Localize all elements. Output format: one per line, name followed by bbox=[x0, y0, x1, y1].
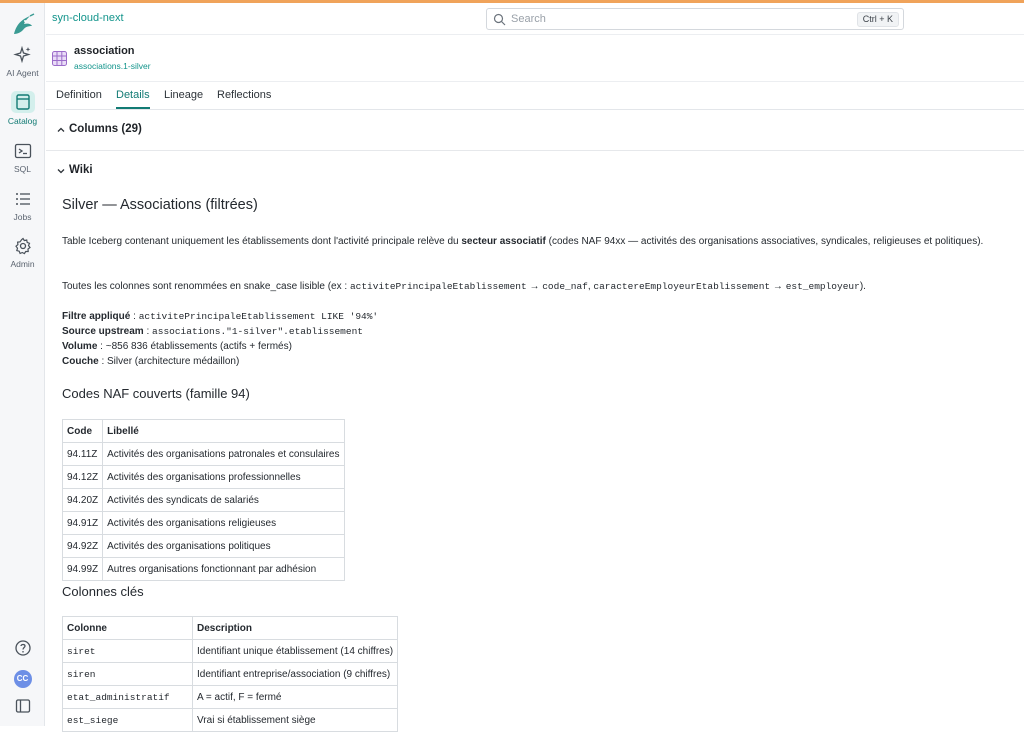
help-button[interactable] bbox=[0, 639, 45, 662]
table-cell: siret bbox=[63, 640, 193, 663]
table-row bbox=[63, 512, 345, 535]
rail-label: SQL bbox=[13, 164, 31, 174]
text: : bbox=[143, 326, 153, 337]
table-cell: Activités des organisations religieuses bbox=[103, 512, 344, 535]
table-cell: Autres organisations fonctionnant par adhésion bbox=[103, 558, 344, 581]
help-icon bbox=[14, 644, 32, 661]
text-bold: secteur associatif bbox=[461, 236, 546, 247]
rail-label: Admin bbox=[10, 259, 35, 269]
asset-name: association bbox=[74, 45, 135, 57]
naf-heading: Codes NAF couverts (famille 94) bbox=[62, 386, 250, 401]
tab-details[interactable]: Details bbox=[116, 89, 150, 109]
tab-reflections[interactable]: Reflections bbox=[217, 89, 272, 101]
table-row bbox=[63, 443, 345, 466]
sidebar-toggle-button[interactable] bbox=[0, 697, 45, 720]
table-row bbox=[63, 489, 345, 512]
table-cell: est_siege bbox=[63, 709, 193, 732]
sparkle-icon bbox=[13, 45, 33, 65]
table-cell: 94.92Z bbox=[63, 535, 103, 558]
text: , bbox=[587, 281, 594, 292]
inline-code: caractereEmployeurEtablissement bbox=[593, 281, 771, 292]
wiki-intro-paragraph bbox=[62, 234, 1007, 249]
table-cell: Activités des organisations professionnelles bbox=[103, 466, 344, 489]
search-shortcut-hint: Ctrl + K bbox=[857, 12, 899, 27]
text: (codes NAF 94xx — activités des organisations associatives, syndicales, religieuses et politiques). bbox=[545, 236, 984, 247]
wiki-section-title: Wiki bbox=[69, 164, 93, 176]
text: : bbox=[97, 341, 106, 352]
table-header-row bbox=[63, 617, 398, 640]
table-row bbox=[63, 709, 398, 732]
table-cell: Identifiant entreprise/association (9 chiffres) bbox=[193, 663, 398, 686]
rail-item-catalog[interactable] bbox=[0, 91, 45, 126]
source-label: Source upstream bbox=[62, 326, 144, 337]
wiki-rename-paragraph bbox=[62, 279, 1007, 294]
asset-path-link[interactable]: associations.1-silver bbox=[74, 61, 151, 71]
global-search[interactable] bbox=[486, 8, 904, 30]
table-row bbox=[63, 686, 398, 709]
inline-code: activitePrincipaleEtablissement bbox=[349, 281, 527, 292]
table-cell: Vrai si établissement siège bbox=[193, 709, 398, 732]
table-cell: 94.91Z bbox=[63, 512, 103, 535]
table-header: Code bbox=[63, 420, 103, 443]
table-cell: 94.11Z bbox=[63, 443, 103, 466]
source-value: associations."1-silver".etablissement bbox=[152, 326, 363, 337]
asset-header bbox=[46, 36, 1024, 82]
key-columns-heading: Colonnes clés bbox=[62, 584, 144, 599]
filter-value: activitePrincipaleEtablissement LIKE '94%' bbox=[138, 311, 379, 322]
terminal-icon bbox=[13, 141, 33, 161]
left-nav-rail bbox=[0, 3, 45, 726]
gear-icon bbox=[13, 236, 33, 256]
volume-value: ~856 836 établissements (actifs + fermés) bbox=[105, 341, 292, 352]
rail-item-jobs[interactable] bbox=[0, 189, 45, 222]
table-cell: Activités des organisations patronales et consulaires bbox=[103, 443, 344, 466]
table-cell: etat_administratif bbox=[63, 686, 193, 709]
text: → bbox=[526, 281, 543, 292]
columns-section-title: Columns (29) bbox=[69, 123, 142, 135]
rail-item-admin[interactable] bbox=[0, 236, 45, 269]
wiki-title: Silver — Associations (filtrées) bbox=[62, 197, 258, 213]
table-cell: 94.20Z bbox=[63, 489, 103, 512]
table-header: Colonne bbox=[63, 617, 193, 640]
text: Toutes les colonnes sont renommées en snake_case lisible (ex : bbox=[62, 281, 350, 292]
rail-item-sql[interactable] bbox=[0, 141, 45, 174]
user-avatar-button[interactable] bbox=[0, 668, 45, 688]
rail-label: Catalog bbox=[7, 116, 38, 126]
text: : bbox=[98, 356, 108, 367]
layer-value: Silver (architecture médaillon) bbox=[107, 356, 240, 367]
chevron-down-icon bbox=[56, 166, 66, 176]
rail-label: AI Agent bbox=[6, 68, 39, 78]
rail-item-ai-agent[interactable] bbox=[0, 45, 45, 78]
table-row bbox=[63, 558, 345, 581]
table-cell: 94.12Z bbox=[63, 466, 103, 489]
volume-label: Volume bbox=[62, 341, 98, 352]
wiki-section-toggle[interactable] bbox=[46, 162, 1024, 182]
book-icon bbox=[11, 91, 35, 113]
table-header-row bbox=[63, 420, 345, 443]
inline-code: est_employeur bbox=[785, 281, 860, 292]
avatar: CC bbox=[14, 670, 32, 688]
table-cell: Activités des organisations politiques bbox=[103, 535, 344, 558]
app-logo-icon[interactable] bbox=[10, 12, 36, 38]
tab-lineage[interactable]: Lineage bbox=[164, 89, 204, 101]
table-row bbox=[63, 640, 398, 663]
wiki-metadata bbox=[62, 309, 1007, 369]
search-icon bbox=[493, 13, 506, 26]
search-input[interactable] bbox=[509, 11, 809, 27]
list-icon bbox=[13, 189, 33, 209]
table-header: Libellé bbox=[103, 420, 344, 443]
key-columns-table bbox=[62, 616, 398, 732]
columns-section-toggle[interactable] bbox=[46, 121, 1024, 141]
inline-code: code_naf bbox=[542, 281, 588, 292]
table-cell: siren bbox=[63, 663, 193, 686]
table-header: Description bbox=[193, 617, 398, 640]
text: Table Iceberg contenant uniquement les établissements dont l'activité principale relève du bbox=[62, 236, 462, 247]
text: ). bbox=[859, 281, 866, 292]
text: → bbox=[770, 281, 786, 292]
table-cell: Identifiant unique établissement (14 chiffres) bbox=[193, 640, 398, 663]
table-cell: A = actif, F = fermé bbox=[193, 686, 398, 709]
detail-tabs bbox=[46, 83, 1024, 110]
table-row bbox=[63, 663, 398, 686]
sidebar-toggle-icon bbox=[14, 702, 32, 719]
filter-label: Filtre appliqué bbox=[62, 311, 131, 322]
project-name-link[interactable]: syn-cloud-next bbox=[52, 12, 124, 24]
text: : bbox=[130, 311, 139, 322]
layer-label: Couche bbox=[62, 356, 99, 367]
top-header bbox=[46, 3, 1024, 35]
table-row bbox=[63, 535, 345, 558]
table-row bbox=[63, 466, 345, 489]
rail-label: Jobs bbox=[13, 212, 32, 222]
chevron-up-icon bbox=[56, 125, 66, 135]
table-icon bbox=[52, 51, 67, 66]
section-divider bbox=[46, 150, 1024, 151]
tab-definition[interactable]: Definition bbox=[56, 89, 102, 101]
naf-table bbox=[62, 419, 345, 581]
table-cell: 94.99Z bbox=[63, 558, 103, 581]
table-cell: Activités des syndicats de salariés bbox=[103, 489, 344, 512]
